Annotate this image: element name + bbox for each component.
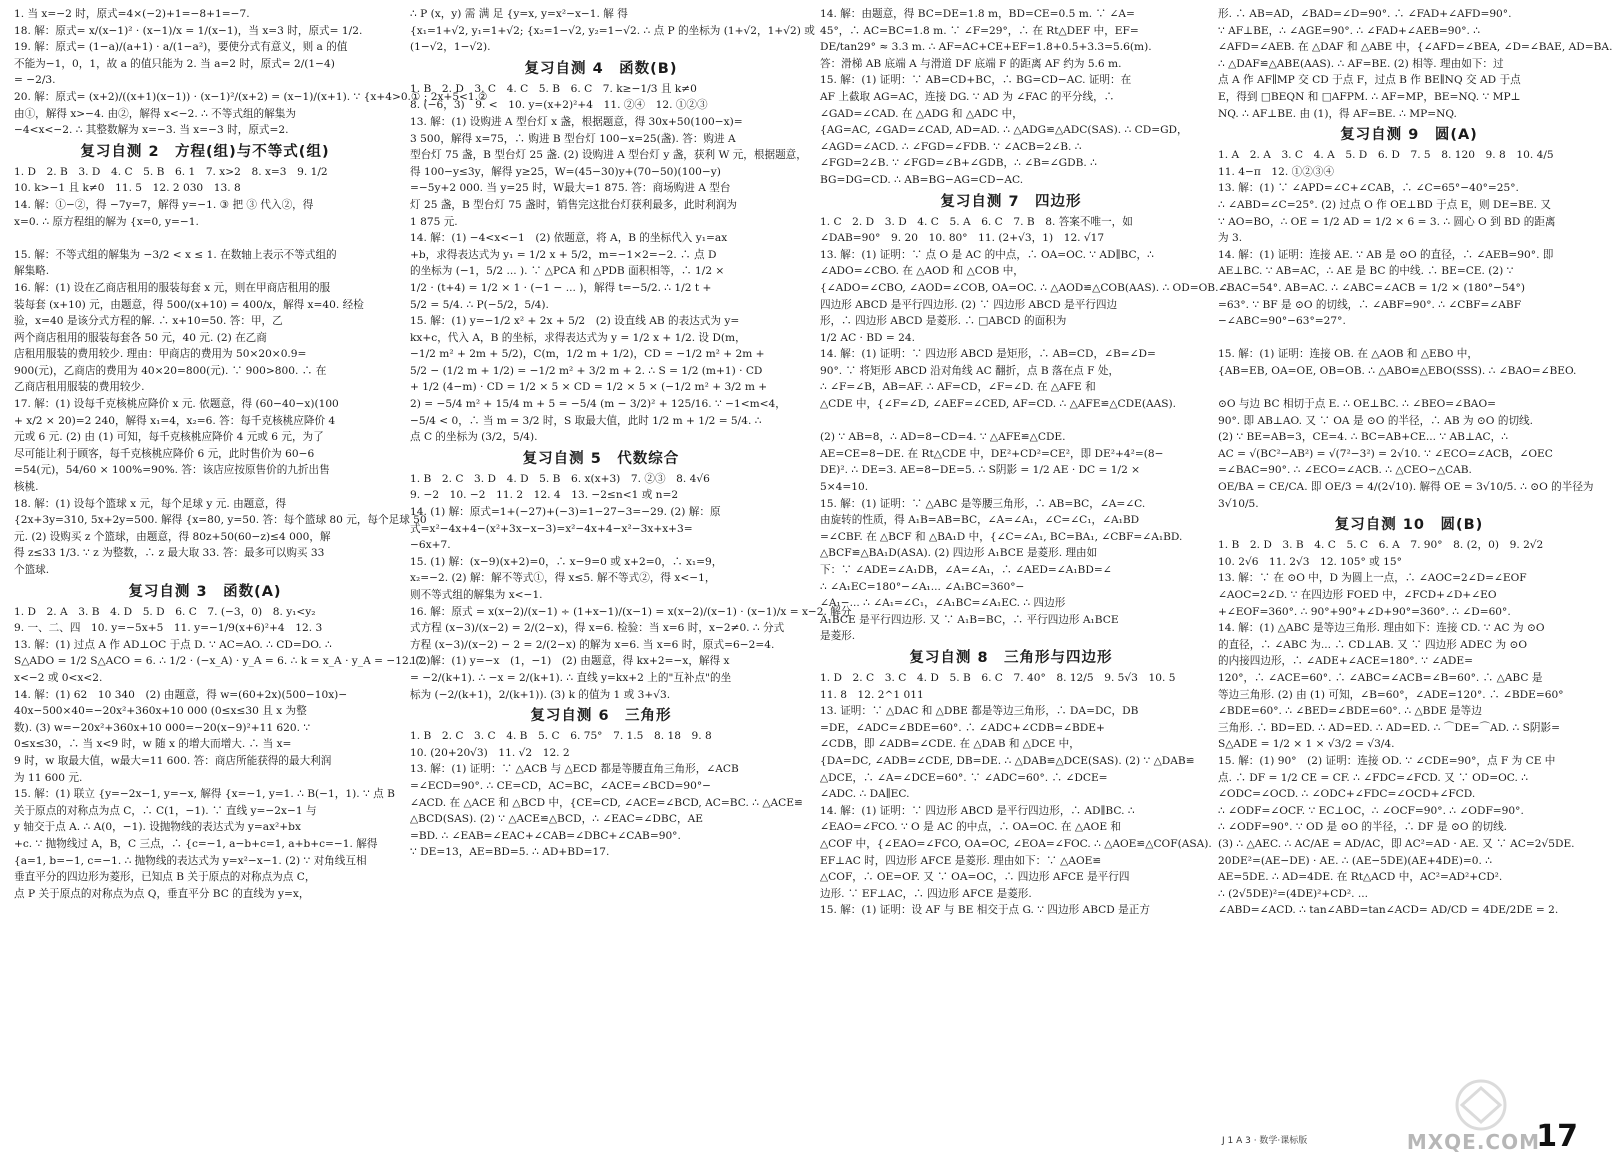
- section-heading: 复习自测 10 圆(B): [1334, 517, 1484, 534]
- answer-line: ∠EAO=∠FCO. ∵ O 是 AC 的中点，∴ OA=OC. 在 △AOE 和: [820, 821, 1122, 834]
- answer-line: ∠AOC=2∠D. ∵ 在四边形 FOED 中，∠FCD+∠D+∠EO: [1218, 589, 1497, 601]
- answer-line: 式=x²−4x+4−(x²+3x−x−3)=x²−4x+4−x²−3x+x+3=: [410, 522, 693, 535]
- answer-line: 14. 解：(1) −4<x<−1 (2) 依题意，将 A，B 的坐标代入 y₁=ax: [410, 232, 728, 245]
- answer-line: 不能为−1，0，1，故 a 的值只能为 2. 当 a=2 时，原式= 2/(1−4): [14, 57, 335, 70]
- answer-line: 3 500，解得 x=75，∴ 购进 B 型台灯 100−x=25(盏). 答：购进 A: [410, 132, 736, 145]
- answer-line: 5×4=10.: [820, 481, 869, 494]
- answer-line: 点 C 的坐标为 (3/2，5/4).: [410, 431, 538, 444]
- answer-line: ∴ ∠F=∠B，AB=AF. ∴ AF=CD，∠F=∠D. 在 △AFE 和: [820, 381, 1096, 394]
- answer-line: =BD. ∴ ∠EAB=∠EAC+∠CAB=∠DBC+∠CAB=90°.: [410, 829, 681, 842]
- answer-line: 的内接四边形，∴ ∠ADE+∠ACE=180°. ∵ ∠ADE=: [1218, 655, 1473, 668]
- answer-line: A₁BCE 是平行四边形. 又 ∵ A₁B=BC，∴ 平行四边形 A₁BCE: [820, 613, 1119, 626]
- answer-line: ∴ ∠A₁EC=180°−∠A₁... ∠A₁BC=360°−: [820, 580, 1025, 593]
- answer-line: 17. 解：(1) 设每千克核桃应降价 x 元. 依题意，得 (60−40−x)(100: [14, 398, 339, 411]
- answer-line: 三角形. ∴ BD=ED. ∴ AD=ED. ∴ AD=ED. ∴ ⌒DE=⌒AD. ∴ S阴影=: [1218, 721, 1560, 734]
- answer-line: 得 z≤33 1/3. ∵ z 为整数，∴ z 最大取 33. 答：最多可以购买 33: [14, 547, 325, 560]
- section-heading: 复习自测 7 四边形: [940, 193, 1082, 210]
- answer-line: (2) ∵ BE=AB=3，CE=4. ∴ BC=AB+CE... ∵ AB⊥AC，∴: [1218, 431, 1508, 444]
- answer-line: AE=5DE. ∴ AD=4DE. 在 Rt△ACD 中，AC²=AD²+CD².: [1218, 871, 1503, 884]
- section-heading: 复习自测 6 三角形: [530, 708, 672, 725]
- answer-line: =−5y+2 000. 当 y=25 时，W最大=1 875. 答：商场购进 A 型台: [410, 182, 731, 195]
- answer-line: ∠BDE=60°. ∴ ∠BED=∠BDE=60°. ∴ △BDE 是等边: [1218, 705, 1482, 718]
- answer-line: = −2/(k+1). ∴ −x = 2/(k+1). ∴ 直线 y=kx+2 上的"互补点"的坐: [410, 671, 732, 684]
- answer-line: {AB=EB, OA=OE, OB=OB. ∴ △ABO≌△EBO(SSS). ∴ ∠BAO=∠BEO.: [1218, 364, 1577, 377]
- answer-line: 的坐标为 (−1，5/2 ... ). ∵ △PCA 和 △PDB 面积相等，∴ 1/2 ×: [410, 265, 725, 278]
- answer-line: 装每套 (x+10) 元，由题意，得 500/(x+10) = 400/x，解得 x=40. 经检: [14, 298, 364, 311]
- answer-line: DE)². ∴ DE=3. AE=8−DE=5. ∴ S阴影 = 1/2 AE · DC = 1/2 ×: [820, 464, 1141, 477]
- answer-line: ∠AFD=∠AEB. 在 △DAF 和 △ABE 中，{∠AFD=∠BEA, ∠D=∠BAE, AD=BA.: [1218, 41, 1612, 54]
- answer-line: −1/2 m² + 2m + 5/2)，C(m，1/2 m + 1/2)，CD = −1/2 m² + 2m +: [410, 348, 765, 361]
- answer-line: −4<x<−2. ∴ 其整数解为 x=−3. 当 x=−3 时，原式=2.: [14, 124, 289, 137]
- answer-line: ∴ ∠ABD=∠C=25°. (2) 过点 O 作 OE⊥BD 于点 E，则 DE=BE. 又: [1218, 198, 1551, 211]
- column-4: [1218, 6, 1612, 1116]
- answer-line: 17. 解：(1) y=−x (1，−1) (2) 由题意，得 kx+2=−x，解得 x: [410, 655, 730, 668]
- answer-line: △BCF≌△BA₁D(ASA). (2) 四边形 A₁BCE 是菱形. 理由如: [820, 547, 1098, 560]
- answer-line: ∴ △DAF≌△ABE(AAS). ∴ AF=BE. (2) 相等. 理由如下：过: [1218, 57, 1504, 70]
- answer-line: [1218, 330, 1600, 347]
- answer-line: 13. 解：(1) 过点 A 作 AD⊥OC 于点 D. ∵ AC=AO. ∴ CD=DO. ∴: [14, 638, 332, 651]
- answer-line: ∠A₁−... ∴ ∠A₁=∠C₁，∠A₁BC=∠A₁EC. ∴ 四边形: [820, 597, 1066, 610]
- answer-line: 1. B 2. D 3. C 4. C 5. B 6. C 7. k≥−1/3 且 k≠0: [410, 82, 697, 95]
- answer-line: 5/2 = 5/4. ∴ P(−5/2，5/4).: [410, 298, 549, 311]
- answer-line: 形，∴ 四边形 ABCD 是菱形. ∴ □ABCD 的面积为: [820, 315, 1067, 328]
- answer-line: x₂=−2. (2) 解：解不等式①，得 x≤5. 解不等式②，得 x<−1，: [410, 572, 716, 585]
- answer-line: [14, 230, 396, 247]
- section-heading: 复习自测 5 代数综合: [522, 450, 680, 467]
- answer-line: {a=1, b=−1, c=−1. ∴ 抛物线的表达式为 y=x²−x−1. (2) ∵ 对角线互相: [14, 854, 367, 867]
- answer-line: 13. 证明：∵ △DAC 和 △DBE 都是等边三角形，∴ DA=DC，DB: [820, 705, 1139, 718]
- answer-line: S△ADO = 1/2 S△ACO = 6. ∴ 1/2 · (−x_A) · y_A = 6. ∴ k = x_A · y_A = −12. (2): [14, 655, 431, 668]
- answer-line: −5/4 < 0，∴ 当 m = 3/2 时，S 取最大值，此时 1/2 m + 1/2 = 5/4. ∴: [410, 414, 762, 427]
- answer-line: 8. (−6，3) 9. < 10. y=(x+2)²+4 11. ②④ 12. ①②③: [410, 99, 708, 112]
- answer-line: 18. 解：(1) 设每个篮球 x 元，每个足球 y 元. 由题意，得: [14, 497, 287, 510]
- answer-line: OE/BA = CE/CA. 即 OE/3 = 4/(2√10). 解得 OE = 3√10/5. ∴ ⊙O 的半径为: [1218, 481, 1594, 494]
- footer-edition-label: J 1 A 3 · 数学·课标版: [1222, 1136, 1308, 1146]
- answer-line: [1218, 379, 1600, 396]
- answer-line: 45°，∴ AC=BC=1.8 m. ∵ ∠F=29°，∴ 在 Rt△DEF 中，EF=: [820, 24, 1139, 37]
- answer-line: ∠CDB，即 ∠ADB=∠CDE. 在 △DAB 和 △DCE 中，: [820, 738, 1080, 751]
- answer-line: NQ. ∴ AF⊥BE. 由 (1)，得 AF=BE. ∴ MP=NQ.: [1218, 107, 1457, 120]
- answer-line: [820, 413, 1202, 430]
- answer-line: 四边形 ABCD 是平行四边形. (2) ∵ 四边形 ABCD 是平行四边: [820, 298, 1118, 311]
- answer-line: 13. 解：∵ 在 ⊙O 中，D 为圆上一点，∴ ∠AOC=2∠D=∠EOF: [1218, 572, 1527, 585]
- answer-line: 15. 解：(1) 联立 {y=−2x−1, y=−x, 解得 {x=−1, y=1. ∴ B(−1，1). ∵ 点 B: [14, 788, 395, 801]
- section-heading: 复习自测 2 方程(组)与不等式(组): [80, 143, 330, 160]
- answer-line: {x₁=1+√2, y₁=1+√2; {x₂=1−√2, y₂=1−√2. ∴ 点 P 的坐标为 (1+√2，1+√2) 或: [410, 24, 815, 37]
- answer-line: 11. 4−π 12. ①②③④: [1218, 165, 1334, 178]
- answer-line: 两个商店租用的服装每套各 50 元，40 元. (2) 在乙商: [14, 331, 267, 344]
- answer-line: 验，x=40 是该分式方程的解. ∴ x+10=50. 答：甲，乙: [14, 315, 283, 328]
- answer-line: 的直径，∴ ∠ABC 为... ∴ CD⊥AB. 又 ∵ 四边形 ADEC 为 ⊙O: [1218, 638, 1528, 651]
- answer-line: ∠ADO=∠CBO. 在 △AOD 和 △COB 中，: [820, 265, 1024, 278]
- answer-line: 1. 当 x=−2 时，原式=4×(−2)+1=−8+1=−7.: [14, 8, 250, 20]
- answer-line: ∠DAB=90° 9. 20 10. 80° 11. (2+√3，1) 12. √17: [820, 232, 1105, 245]
- answer-line: ∴ ∠ODF=90°. ∵ OD 是 ⊙O 的半径，∴ DF 是 ⊙O 的切线.: [1218, 821, 1508, 834]
- answer-line: −6x+7.: [410, 539, 451, 552]
- column-3: [820, 6, 1229, 1116]
- answer-line: 20. 解：原式= (x+2)/((x+1)(x−1)) · (x−1)²/(x+2) = (x−1)/(x+1). ∵ {x+4>0.① ; 2x+5<1.②: [14, 90, 488, 103]
- answer-line: 元或 6 元. (2) 由 (1) 可知，每千克核桃应降价 4 元或 6 元，为了: [14, 431, 324, 444]
- answer-line: E，得到 □BEQN 和 □AFPM. ∴ AF=MP，BE=NQ. ∵ MP⊥: [1218, 90, 1521, 103]
- answer-line: 1. D 2. C 3. C 4. D 5. B 6. C 7. 40° 8. 12/5 9. 5√3 10. 5: [820, 671, 1176, 684]
- answer-line: 10. 2√6 11. 2√3 12. 105° 或 15°: [1218, 555, 1402, 568]
- answer-line: 1/2 AC · BD = 24.: [820, 331, 916, 344]
- section-heading: 复习自测 8 三角形与四边形: [909, 649, 1113, 666]
- answer-line: 16. 解：(1) 设在乙商店租用的服装每套 x 元，则在甲商店租用的服: [14, 281, 331, 294]
- answer-line: ∠AGD=∠ACD. ∴ ∠FGD=∠FDB. ∵ ∠ACB=2∠B. ∴: [820, 140, 1082, 153]
- answer-line: ∵ DE=13，AE=BD=5. ∴ AD+BD=17.: [410, 846, 610, 859]
- answer-line: ∠ADC. ∴ DA∥EC.: [820, 788, 910, 801]
- answer-line: 得 100−y≤3y，解得 y≥25，W=(45−30)y+(70−50)(100−y): [410, 165, 721, 178]
- answer-line: 900(元)，乙商店的费用为 40×20=800(元). ∵ 900>800. ∴ 在: [14, 364, 327, 377]
- answer-line: (1−√2，1−√2).: [410, 41, 491, 54]
- answer-line: 14. 解：(1) 证明：∵ 四边形 ABCD 是矩形，∴ AB=CD，∠B=∠D=: [820, 348, 1156, 361]
- answer-line: 15. 解：(1) 90° (2) 证明：连接 OD. ∵ ∠CDE=90°，点 F 为 CE 中: [1218, 754, 1556, 767]
- watermark-logo-icon: [1442, 1076, 1520, 1134]
- answer-line: + 1/2 (4−m) · CD = 1/2 × 5 × CD = 1/2 × 5 × (−1/2 m² + 3/2 m +: [410, 381, 768, 394]
- answer-line: 则不等式组的解集为 x<−1.: [410, 589, 543, 601]
- answer-line: 3√10/5.: [1218, 497, 1259, 510]
- answer-line: 为 3.: [1218, 232, 1243, 245]
- answer-line: EF⊥AC 时，四边形 AFCE 是菱形. 理由如下：∵ △AOE≌: [820, 854, 1102, 867]
- answer-line: 10. (20+20√3) 11. √2 12. 2: [410, 746, 570, 759]
- answer-line: =∠ECD=90°. ∴ CE=CD，AC=BC，∠ACE=∠BCD=90°−: [410, 779, 712, 792]
- answer-line: ∠BAC=54°. AB=AC. ∴ ∠ABC=∠ACB = 1/2 × (180°−54°): [1218, 281, 1525, 294]
- answer-line: △COF，∴ OE=OF. 又 ∵ OA=OC，∴ 四边形 AFCE 是平行四: [820, 871, 1130, 884]
- answer-line: 15. 解：(1) 证明：∵ AB=CD+BC，∴ BG=CD−AC. 证明：在: [820, 74, 1132, 87]
- answer-line: 9. −2 10. −2 11. 2 12. 4 13. −2≤n<1 或 n=2: [410, 489, 679, 502]
- answer-line: 15. 解：(1) 证明：设 AF 与 BE 相交于点 G. ∵ 四边形 ABCD 是正方: [820, 904, 1150, 917]
- answer-line: 由①，解得 x>−4. 由②，解得 x<−2. ∴ 不等式组的解集为: [14, 107, 296, 120]
- answer-line: 乙商店租用服装的费用较少.: [14, 381, 145, 394]
- answer-line: 14. (1) 解：原式=1+(−27)+(−3)=1−27−3=−29. (2) 解：原: [410, 506, 721, 519]
- answer-line: {DA=DC, ∠ADB=∠CDE, DB=DE. ∴ △DAB≌△DCE(SAS). (2) ∵ △DAB≌: [820, 754, 1195, 767]
- answer-line: 尽可能让利于顾客，每千克核桃应降价 6 元，此时售价为 60−6: [14, 447, 315, 460]
- answer-line: 90°. ∵ 将矩形 ABCD 沿对角线 AC 翻折，点 B 落在点 F 处，: [820, 364, 1120, 377]
- answer-line: 14. 解：(1) 证明：连接 AE. ∵ AB 是 ⊙O 的直径，∴ ∠AEB=90°. 即: [1218, 248, 1554, 261]
- answer-line: BG=DG=CD. ∴ AB=BG−AG=CD−AC.: [820, 173, 1024, 186]
- answer-line: 9 时，w 取最大值，w最大=11 600. 答：商店所能获得的最大利润: [14, 754, 332, 767]
- answer-line: AE⊥BC. ∵ AB=AC，∴ AE 是 BC 的中线. ∴ BE=CE. (2) ∵: [1218, 265, 1514, 278]
- answer-line: 16. 解：原式 = x(x−2)/(x−1) ÷ (1+x−1)/(x−1) = x(x−2)/(x−1) · (x−1)/x = x−2. 解分: [410, 605, 852, 618]
- answer-line: ∠ABD=∠ACD. ∴ tan∠ABD=tan∠ACD= AD/CD = 4DE/2DE = 2.: [1218, 904, 1559, 917]
- section-heading: 复习自测 4 函数(B): [524, 60, 678, 77]
- answer-line: 1 875 元.: [410, 215, 458, 228]
- answer-line: 是菱形.: [820, 630, 856, 643]
- answer-line: 14. 解：(1) △ABC 是等边三角形. 理由如下：连接 CD. ∵ AC 为 ⊙O: [1218, 622, 1545, 635]
- answer-line: (2) ∵ AB=8，∴ AD=8−CD=4. ∵ △AFE≌△CDE.: [820, 431, 1066, 444]
- answer-line: 14. 解：由题意，得 BC=DE=1.8 m，BD=CE=0.5 m. ∵ ∠A=: [820, 8, 1135, 20]
- answer-line: DE/tan29° ≈ 3.3 m. ∴ AF=AC+CE+EF=1.8+0.5+3.3=5.6(m).: [820, 41, 1152, 54]
- answer-line: 1. D 2. A 3. B 4. D 5. D 6. C 7. (−3，0) 8. y₁<y₂: [14, 605, 316, 618]
- answer-line: 13. 解：(1) 证明：∵ △ACB 与 △ECD 都是等腰直角三角形，∠ACB: [410, 763, 739, 776]
- answer-line: {∠ADO=∠CBO, ∠AOD=∠COB, OA=OC. ∴ △AOD≌△COB(AAS). ∴ OD=OB. ∴: [820, 281, 1229, 294]
- answer-line: ∴ (2√5DE)²=(4DE)²+CD². ...: [1218, 887, 1368, 900]
- answer-line: 9. 一、二、四 10. y=−5x+5 11. y=−1/9(x+6)²+4 12. 3: [14, 622, 323, 635]
- answer-line: {2x+3y=310, 5x+2y=500. 解得 {x=80, y=50. 答：每个篮球 80 元，每个足球 50: [14, 514, 427, 527]
- answer-line: 11. 8 12. 2^1 011: [820, 688, 924, 701]
- answer-line: =∠CBF. 在 △BCF 和 △BA₁D 中，{∠C=∠A₁, BC=BA₁, ∠CBF=∠A₁BD.: [820, 530, 1183, 543]
- answer-line: 20DE²=(AE−DE) · AE. ∴ (AE−5DE)(AE+4DE)=0. ∴: [1218, 854, 1492, 867]
- answer-line: ∵ AO=BO，∴ OE = 1/2 AD = 1/2 × 6 = 3. ∴ 圆心 O 到 BD 的距离: [1218, 215, 1556, 228]
- answer-line: 10. k>−1 且 k≠0 11. 5 12. 2 030 13. 8: [14, 182, 241, 195]
- answer-line: =∠BAC=90°. ∴ ∠ECO=∠ACB. ∴ △CEO∽△CAB.: [1218, 464, 1472, 477]
- answer-line: 1. D 2. B 3. D 4. C 5. B 6. 1 7. x>2 8. x=3 9. 1/2: [14, 165, 328, 178]
- answer-line: 18. 解：原式= x/(x−1)² · (x−1)/x = 1/(x−1)，当 x=3 时，原式= 1/2.: [14, 24, 363, 37]
- answer-line: 形. ∴ AB=AD，∠BAD=∠D=90°. ∴ ∠FAD+∠AFD=90°.: [1218, 8, 1512, 20]
- answer-line: 1. B 2. C 3. C 4. B 5. C 6. 75° 7. 1.5 8. 18 9. 8: [410, 730, 712, 743]
- answer-line: 14. 解：(1) 62 10 340 (2) 由题意，得 w=(60+2x)(500−10x)−: [14, 688, 348, 701]
- answer-line: +c. ∵ 抛物线过 A，B，C 三点，∴ {c=−1, a−b+c=1, a+b+c=−1. 解得: [14, 837, 378, 850]
- answer-line: AE=CE=8−DE. 在 Rt△CDE 中，DE²+CD²=CE²，即 DE²+4²=(8−: [820, 447, 1164, 460]
- page-number: 17: [1536, 1119, 1578, 1154]
- answer-line: AF 上截取 AG=AC，连接 DG. ∵ AD 为 ∠FAC 的平分线，∴: [820, 90, 1115, 103]
- answer-line: 型台灯 75 盏，B 型台灯 25 盏. (2) 设购进 A 型台灯 y 盏，获利 W 元，根据题意，: [410, 149, 807, 162]
- answer-line: △CDE 中，{∠F=∠D, ∠AEF=∠CED, AF=CD. ∴ △AFE≌△CDE(AAS).: [820, 398, 1177, 411]
- answer-line: △COF 中，{∠EAO=∠FCO, OA=OC, ∠EOA=∠FOC. ∴ △AOE≌△COF(ASA).: [820, 837, 1212, 850]
- answer-line: 数). (3) w=−20x²+360x+10 000=−20(x−9)²+11 620. ∵: [14, 721, 311, 734]
- answer-line: ⊙O 与边 BC 相切于点 E. ∴ OE⊥BC. ∴ ∠BEO=∠BAO=: [1218, 398, 1497, 411]
- answer-line: 14. 解：(1) 证明：∵ 四边形 ABCD 是平行四边形，∴ AD∥BC. ∴: [820, 804, 1135, 817]
- answer-line: 标为 (−2/(k+1)，2/(k+1)). (3) k 的值为 1 或 3+√3.: [410, 688, 671, 701]
- section-heading: 复习自测 9 圆(A): [1340, 127, 1478, 144]
- answer-line: 15. 解：(1) y=−1/2 x² + 2x + 5/2 (2) 设直线 AB 的表达式为 y=: [410, 315, 740, 328]
- answer-line: 40x−500×40=−20x²+360x+10 000 (0≤x≤30 且 x 为整: [14, 705, 307, 718]
- answer-line: 点 P 关于原点的对称点为点 Q，垂直平分 BC 的直线为 y=x，: [14, 887, 310, 900]
- answer-line: 个篮球.: [14, 564, 50, 576]
- answer-line: 1/2 · (t+4) = 1/2 × 1 · (−1 − ... )，解得 t=−5/2. ∴ 1/2 t +: [410, 281, 712, 294]
- answer-line: 14. 解：①−②，得 −7y=7，解得 y=−1. ③ 把 ③ 代入②，得: [14, 198, 314, 211]
- answer-line: 等边三角形. (2) 由 (1) 可知，∠B=60°，∠ADE=120°. ∴ ∠BDE=60°: [1218, 688, 1564, 701]
- answer-line: x=0. ∴ 原方程组的解为 {x=0, y=−1.: [14, 215, 199, 228]
- answer-line: 点. ∴ DF = 1/2 CE = CF. ∴ ∠FDC=∠FCD. 又 ∵ OD=OC. ∴: [1218, 771, 1529, 784]
- answer-line: 核桃.: [14, 481, 39, 494]
- answer-line: 15. 解：(1) 证明：连接 OB. 在 △AOB 和 △EBO 中，: [1218, 348, 1478, 361]
- answer-line: 120°，∴ ∠ACE=60°. ∴ ∠ABC=∠ACB=∠B=60°. ∴ △ABC 是: [1218, 671, 1543, 684]
- answer-line: 13. 解：(1) ∵ ∠APD=∠C+∠CAB，∴ ∠C=65°−40°=25°.: [1218, 182, 1519, 195]
- answer-line: 2) = −5/4 m² + 15/4 m + 5 = −5/4 (m − 3/2)² + 125/16. ∵ −1<m<4，: [410, 398, 786, 411]
- section-heading: 复习自测 3 函数(A): [128, 583, 282, 600]
- answer-line: 13. 解：(1) 证明：∵ 点 O 是 AC 的中点，∴ OA=OC. ∵ AD∥BC，∴: [820, 248, 1154, 261]
- answer-line: +b，求得表达式为 y₁ = 1/2 x + 5/2，m=−1×2=−2. ∴ 点 D: [410, 248, 717, 261]
- answer-line: AC = √(BC²−AB²) = √(7²−3²) = 2√10. ∵ ∠ECO=∠ACB，∠OEC: [1218, 447, 1553, 460]
- watermark-text: MXQE.COM: [1406, 1130, 1540, 1154]
- answer-line: 关于原点的对称点为点 C，∴ C(1，−1). ∵ 直线 y=−2x−1 与: [14, 804, 317, 817]
- answer-line: 解集略.: [14, 265, 50, 278]
- answer-line: ∠GAD=∠CAD. 在 △ADG 和 △ADC 中，: [820, 107, 1023, 120]
- answer-line: 1. B 2. C 3. D 4. D 5. B 6. x(x+3) 7. ②③ 8. 4√6: [410, 472, 710, 485]
- answer-line: S△ADE = 1/2 × 1 × √3/2 = √3/4.: [1218, 738, 1395, 751]
- answer-line: 0≤x≤30，∴ 当 x<9 时，w 随 x 的增大而增大. ∴ 当 x=: [14, 738, 292, 751]
- answer-line: 1. A 2. A 3. C 4. A 5. D 6. D 7. 5 8. 120 9. 8 10. 4/5: [1218, 149, 1554, 162]
- answer-line: △DCE，∴ ∠A=∠DCE=60°. ∵ ∠ADC=60°. ∴ ∠DCE=: [820, 771, 1108, 784]
- answer-line: kx+c，代入 A，B 的坐标，求得表达式为 y = 1/2 x + 1/2. 设 D(m，: [410, 331, 746, 344]
- answer-line: 13. 解：(1) 设购进 A 型台灯 x 盏，根据题意，得 30x+50(100−x)=: [410, 115, 743, 128]
- answer-line: 15. 解：(1) 证明：∵ △ABC 是等腰三角形，∴ AB=BC，∠A=∠C.: [820, 497, 1146, 510]
- answer-line: +∠EOF=360°. ∴ 90°+90°+∠D+90°=360°. ∴ ∠D=60°.: [1218, 605, 1511, 618]
- answer-line: 5/2 − (1/2 m + 1/2) = −1/2 m² + 3/2 m + 2. ∴ S = 1/2 (m+1) · CD: [410, 364, 763, 377]
- answer-line: 式方程 (x−3)/(x−2) = 2/(2−x)，得 x=6. 检验：当 x=6 时，x−2≠0. ∴ 分式: [410, 622, 785, 635]
- answer-line: =54(元)，54/60 × 100%=90%. 答：该店应按原售价的九折出售: [14, 464, 330, 477]
- answer-line: 元. (2) 设购买 z 个篮球，由题意，得 80z+50(60−z)≤4 000，解: [14, 530, 331, 543]
- answer-line: 19. 解：原式= (1−a)/(a+1) · a/(1−a²)，要使分式有意义，则 a 的值: [14, 41, 348, 54]
- answer-line: 边形. ∵ EF⊥AC，∴ 四边形 AFCE 是菱形.: [820, 887, 1032, 900]
- answer-line: 方程 (x−3)/(x−2) − 2 = 2/(2−x) 的解为 x=6. 当 x=6 时，原式=6−2=4.: [410, 638, 775, 651]
- answer-line: + x/2 × 20)=2 240，解得 x₁=4，x₂=6. 答：每千克核桃应降价 4: [14, 414, 336, 427]
- answer-line: 15. 解：不等式组的解集为 −3/2 < x ≤ 1. 在数轴上表示不等式组的: [14, 248, 337, 261]
- answer-line: = −2/3.: [14, 74, 56, 87]
- answer-line: ∠ODC=∠OCD. ∴ ∠ODC+∠FDC=∠OCD+∠FCD.: [1218, 788, 1476, 801]
- answer-line: =DE，∠ADC=∠BDE=60°. ∴ ∠ADC+∠CDB=∠BDE+: [820, 721, 1105, 734]
- answer-line: ∵ AF⊥BE，∴ ∠AGE=90°. ∴ ∠FAD+∠AEB=90°. ∴: [1218, 24, 1481, 37]
- answer-line: 垂直平分的四边形为菱形，已知点 B 关于原点的对称点为点 C，: [14, 871, 316, 884]
- answer-line: −∠ABC=90°−63°=27°.: [1218, 315, 1346, 328]
- answer-line: 灯 25 盏，B 型台灯 75 盏时，销售完这批台灯获利最多，此时利润为: [410, 198, 738, 211]
- answer-line: 15. (1) 解：(x−9)(x+2)=0，∴ x−9=0 或 x+2=0，∴ x₁=9，: [410, 555, 723, 568]
- answer-line: {AG=AC, ∠GAD=∠CAD, AD=AD. ∴ △ADG≌△ADC(SAS). ∴ CD=GD，: [820, 124, 1188, 137]
- answer-line: =63°. ∵ BF 是 ⊙O 的切线，∴ ∠ABF=90°. ∴ ∠CBF=∠ABF: [1218, 298, 1522, 311]
- answer-line: ∴ P (x，y) 需 满 足 {y=x, y=x²−x−1. 解 得: [410, 8, 628, 20]
- answer-line: 点 A 作 AF∥MP 交 CD 于点 F，过点 B 作 BE∥NQ 交 AD 于点: [1218, 74, 1521, 87]
- answer-line: ∴ ∠ODF=∠OCF. ∵ EC⊥OC，∴ ∠OCF=90°. ∴ ∠ODF=90°.: [1218, 804, 1524, 817]
- answer-line: 1. C 2. D 3. D 4. C 5. A 6. C 7. B 8. 答案不唯一，如: [820, 215, 1133, 228]
- answer-line: △BCD(SAS). (2) ∵ △ACE≌△BCD，∴ ∠EAC=∠DBC，AE: [410, 813, 703, 826]
- answer-line: 90°. 即 AB⊥AO. 又 ∵ OA 是 ⊙O 的半径，∴ AB 为 ⊙O 的切线.: [1218, 414, 1534, 427]
- answer-line: 答：滑梯 AB 底端 A 与滑道 DF 底端 F 的距离 AF 约为 5.6 m.: [820, 57, 1122, 70]
- answer-line: y 轴交于点 A. ∴ A(0，−1). 设抛物线的表达式为 y=ax²+bx: [14, 821, 301, 834]
- answer-line: 1. B 2. D 3. B 4. C 5. C 6. A 7. 90° 8. (2，0) 9. 2√2: [1218, 539, 1544, 552]
- answer-line: 下：∵ ∠ADE=∠A₁DB，∠A=∠A₁，∴ ∠AED=∠A₁BD=∠: [820, 564, 1112, 576]
- answer-line: ∠ACD. 在 △ACE 和 △BCD 中，{CE=CD, ∠ACE=∠BCD, AC=BC. ∴ △ACE≌: [410, 796, 803, 809]
- answer-line: 店租用服装的费用较少. 理由：甲商店的费用为 50×20×0.9=: [14, 348, 307, 361]
- answer-line: x<−2 或 0<x<2.: [14, 671, 103, 684]
- answer-line: 由旋转的性质，得 A₁B=AB=BC，∠A=∠A₁，∠C=∠C₁，∠A₁BD: [820, 514, 1140, 527]
- answer-line: ∠FGD=2∠B. ∵ ∠FGD=∠B+∠GDB，∴ ∠B=∠GDB. ∴: [820, 157, 1097, 170]
- answer-line: 为 11 600 元.: [14, 771, 83, 784]
- answer-line: (3) ∴ △AEC. ∴ AC/AE = AD/AC，即 AC²=AD · AE. 又 ∵ AC=2√5DE.: [1218, 837, 1575, 850]
